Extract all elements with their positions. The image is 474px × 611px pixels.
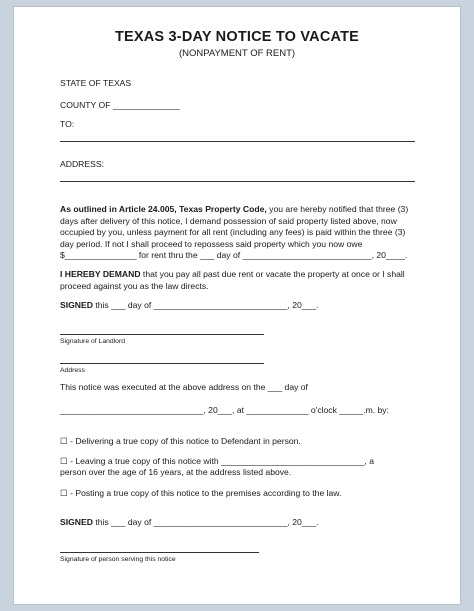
document-subtitle: (NONPAYMENT OF RENT) <box>178 48 296 59</box>
server-signature-line[interactable] <box>60 552 259 553</box>
landlord-signature-label: Signature of Landlord <box>60 338 125 345</box>
option-in-person[interactable]: ☐ - Delivering a true copy of this notice to Defendant in person. <box>60 436 301 446</box>
executed-line: This notice was executed at the above address on the ___ day of <box>60 382 308 392</box>
landlord-signature-line[interactable] <box>60 334 264 335</box>
option-leave-copy-continued: person over the age of 16 years, at the address listed above. <box>60 467 292 477</box>
state-line: STATE OF TEXAS <box>60 78 132 88</box>
notice-paragraph: As outlined in Article 24.005, Texas Property Code, you are hereby notified that three (3) days after delivery of this notice, I demand possession of said property listed above, now occupied by you, unless payment for all rent (including any fees) is paid within the three (3) day period. If not I shall proceed to repossess said property which you now owe $_______________ for rent thru the ___ day of ___________________________, 20____. <box>60 204 409 260</box>
address-field-line[interactable] <box>60 181 415 182</box>
demand-heading: I HEREBY DEMAND <box>60 269 141 279</box>
landlord-address-label: Address <box>60 367 85 374</box>
signed-line-landlord: SIGNED this ___ day of ____________________________, 20___. <box>60 300 319 310</box>
executed-line-2: ______________________________, 20___, at _____________ o'clock _____.m. by: <box>60 405 389 415</box>
server-signature-label: Signature of person serving this notice <box>60 556 176 563</box>
landlord-address-line[interactable] <box>60 363 264 364</box>
signed-line-server: SIGNED this ___ day of ____________________________, 20___. <box>60 517 319 527</box>
document-title: TEXAS 3-DAY NOTICE TO VACATE <box>114 29 360 45</box>
legal-reference: As outlined in Article 24.005, Texas Property Code, <box>60 204 267 214</box>
option-leave-copy[interactable]: ☐ - Leaving a true copy of this notice with ______________________________, a <box>60 456 374 466</box>
to-label: TO: <box>60 119 75 129</box>
address-label: ADDRESS: <box>60 159 104 169</box>
demand-paragraph: I HEREBY DEMAND that you pay all past due rent or vacate the property at once or I shall proceed against you as the law directs. <box>60 269 405 291</box>
option-post-premises[interactable]: ☐ - Posting a true copy of this notice to the premises according to the law. <box>60 488 342 498</box>
to-field-line[interactable] <box>60 141 415 142</box>
document-page <box>13 6 461 605</box>
county-line: COUNTY OF ______________ <box>60 100 180 110</box>
